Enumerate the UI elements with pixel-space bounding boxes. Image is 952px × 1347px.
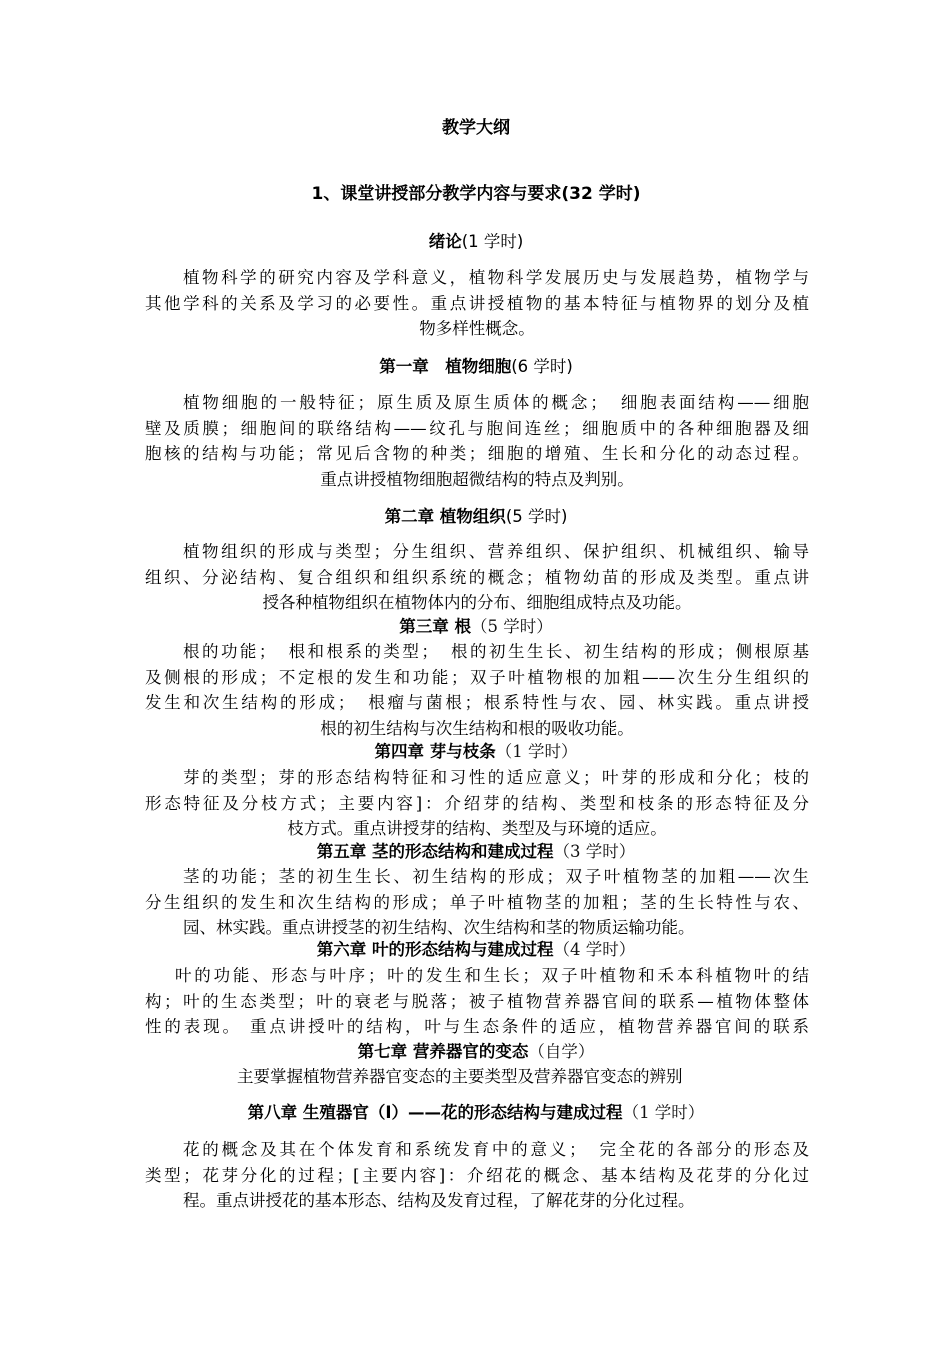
heading-chapter-2-hours: (5 学时) bbox=[505, 507, 568, 526]
heading-chapter-2 bbox=[0, 505, 952, 529]
paragraph-chapter-4 bbox=[145, 765, 809, 842]
paragraph-line: 及侧根的形成；不定根的发生和功能；双子叶植物根的加粗——次生分生组织的 bbox=[145, 667, 809, 687]
paragraph-line: 性的表现。 重点讲授叶的结构，叶与生态条件的适应，植物营养器官间的联系 bbox=[145, 1017, 809, 1036]
heading-chapter-1-hours: (6 学时) bbox=[511, 357, 573, 376]
heading-introduction-hours: (1 学时) bbox=[461, 232, 524, 251]
heading-chapter-6 bbox=[0, 938, 952, 962]
paragraph-line: 授各种植物组织在植物体内的分布、细胞组成特点及功能。 bbox=[262, 593, 692, 612]
heading-chapter-8-title: 第八章 生殖器官（Ⅰ）——花的形态结构与建成过程 bbox=[247, 1103, 623, 1122]
paragraph-chapter-5 bbox=[145, 864, 809, 941]
paragraph-chapter-3 bbox=[145, 639, 809, 741]
paragraph-line: 根的功能； 根和根系的类型； 根的初生生长、初生结构的形成；侧根原基 bbox=[183, 642, 809, 661]
heading-chapter-3 bbox=[0, 615, 952, 639]
heading-introduction bbox=[0, 230, 952, 254]
heading-chapter-8 bbox=[0, 1101, 952, 1125]
heading-chapter-8-hours: （1 学时） bbox=[622, 1103, 705, 1122]
heading-chapter-7-hours: （自学） bbox=[528, 1042, 595, 1061]
paragraph-line: 发生和次生结构的形成； 根瘤与菌根；根系特性与农、园、林实践。重点讲授 bbox=[145, 693, 809, 712]
heading-chapter-1-title: 第一章 植物细胞 bbox=[379, 357, 512, 376]
paragraph-line: 构；叶的生态类型；叶的衰老与脱落；被子植物营养器官间的联系—植物体整体 bbox=[145, 991, 809, 1011]
heading-introduction-title: 绪论 bbox=[428, 232, 462, 251]
heading-chapter-4-hours: （1 学时） bbox=[495, 742, 578, 761]
paragraph-line: 植物细胞的一般特征；原生质及原生质体的概念； 细胞表面结构——细胞 bbox=[183, 393, 809, 412]
paragraph-line: 分生组织的发生和次生结构的形成；单子叶植物茎的加粗；茎的生长特性与农、 bbox=[145, 892, 809, 912]
paragraph-line: 形态特征及分枝方式；主要内容]：介绍芽的结构、类型和枝条的形态特征及分 bbox=[145, 793, 809, 813]
heading-chapter-4-title: 第四章 芽与枝条 bbox=[374, 742, 496, 761]
paragraph-chapter-8 bbox=[145, 1137, 809, 1214]
paragraph-line: 其他学科的关系及学习的必要性。重点讲授植物的基本特征与植物界的划分及植 bbox=[145, 293, 809, 313]
paragraph-line: 组织、分泌结构、复合组织和组织系统的概念；植物幼苗的形成及类型。重点讲 bbox=[145, 567, 809, 587]
paragraph-line: 根的初生结构与次生结构和根的吸收功能。 bbox=[320, 718, 634, 738]
heading-chapter-7 bbox=[0, 1040, 952, 1064]
paragraph-line: 主要掌握植物营养器官变态的主要类型及营养器官变态的辨别 bbox=[237, 1067, 683, 1086]
paragraph-line: 芽的类型；芽的形态结构特征和习性的适应意义；叶芽的形成和分化；枝的 bbox=[183, 768, 809, 787]
paragraph-line: 壁及质膜；细胞间的联络结构——纹孔与胞间连丝；细胞质中的各种细胞器及细 bbox=[145, 418, 809, 438]
heading-chapter-1 bbox=[0, 355, 952, 379]
paragraph-line: 物多样性概念。 bbox=[419, 319, 535, 338]
heading-chapter-5 bbox=[0, 840, 952, 864]
paragraph-line: 枝方式。重点讲授芽的结构、类型及与环境的适应。 bbox=[287, 819, 667, 838]
section-title: 1、课堂讲授部分教学内容与要求(32 学时) bbox=[311, 184, 641, 204]
heading-chapter-2-title: 第二章 植物组织 bbox=[384, 507, 506, 526]
paragraph-chapter-7 bbox=[145, 1064, 809, 1090]
paragraph-chapter-2 bbox=[145, 539, 809, 616]
heading-chapter-6-hours: （4 学时） bbox=[553, 940, 636, 959]
heading-chapter-5-hours: （3 学时） bbox=[553, 842, 636, 861]
paragraph-line: 叶的功能、形态与叶序；叶的发生和生长；双子叶植物和禾本科植物叶的结 bbox=[175, 966, 809, 985]
paragraph-line: 重点讲授植物细胞超微结构的特点及判别。 bbox=[320, 469, 634, 489]
heading-chapter-3-title: 第三章 根 bbox=[399, 617, 471, 636]
document-title: 教学大纲 bbox=[442, 118, 510, 138]
paragraph-line: 茎的功能；茎的初生生长、初生结构的形成；双子叶植物茎的加粗——次生 bbox=[183, 867, 809, 886]
heading-chapter-6-title: 第六章 叶的形态结构与建成过程 bbox=[316, 940, 554, 959]
heading-chapter-4 bbox=[0, 740, 952, 764]
heading-chapter-7-title: 第七章 营养器官的变态 bbox=[357, 1042, 529, 1061]
paragraph-line: 植物科学的研究内容及学科意义，植物科学发展历史与发展趋势，植物学与 bbox=[183, 268, 809, 287]
paragraph-line: 花的概念及其在个体发育和系统发育中的意义； 完全花的各部分的形态及 bbox=[183, 1140, 809, 1159]
paragraph-line: 园、林实践。重点讲授茎的初生结构、次生结构和茎的物质运输功能。 bbox=[183, 918, 695, 937]
paragraph-line: 程。重点讲授花的基本形态、结构及发育过程，了解花芽的分化过程。 bbox=[183, 1191, 695, 1210]
heading-chapter-5-title: 第五章 茎的形态结构和建成过程 bbox=[316, 842, 554, 861]
paragraph-introduction bbox=[145, 265, 809, 342]
paragraph-line: 类型；花芽分化的过程；[主要内容]：介绍花的概念、基本结构及花芽的分化过 bbox=[145, 1165, 809, 1185]
paragraph-chapter-1 bbox=[145, 390, 809, 492]
paragraph-line: 植物组织的形成与类型；分生组织、营养组织、保护组织、机械组织、输导 bbox=[183, 542, 809, 561]
heading-chapter-3-hours: （5 学时） bbox=[471, 617, 553, 636]
paragraph-line: 胞核的结构与功能；常见后含物的种类；细胞的增殖、生长和分化的动态过程。 bbox=[145, 444, 809, 463]
paragraph-chapter-6 bbox=[145, 963, 809, 1040]
